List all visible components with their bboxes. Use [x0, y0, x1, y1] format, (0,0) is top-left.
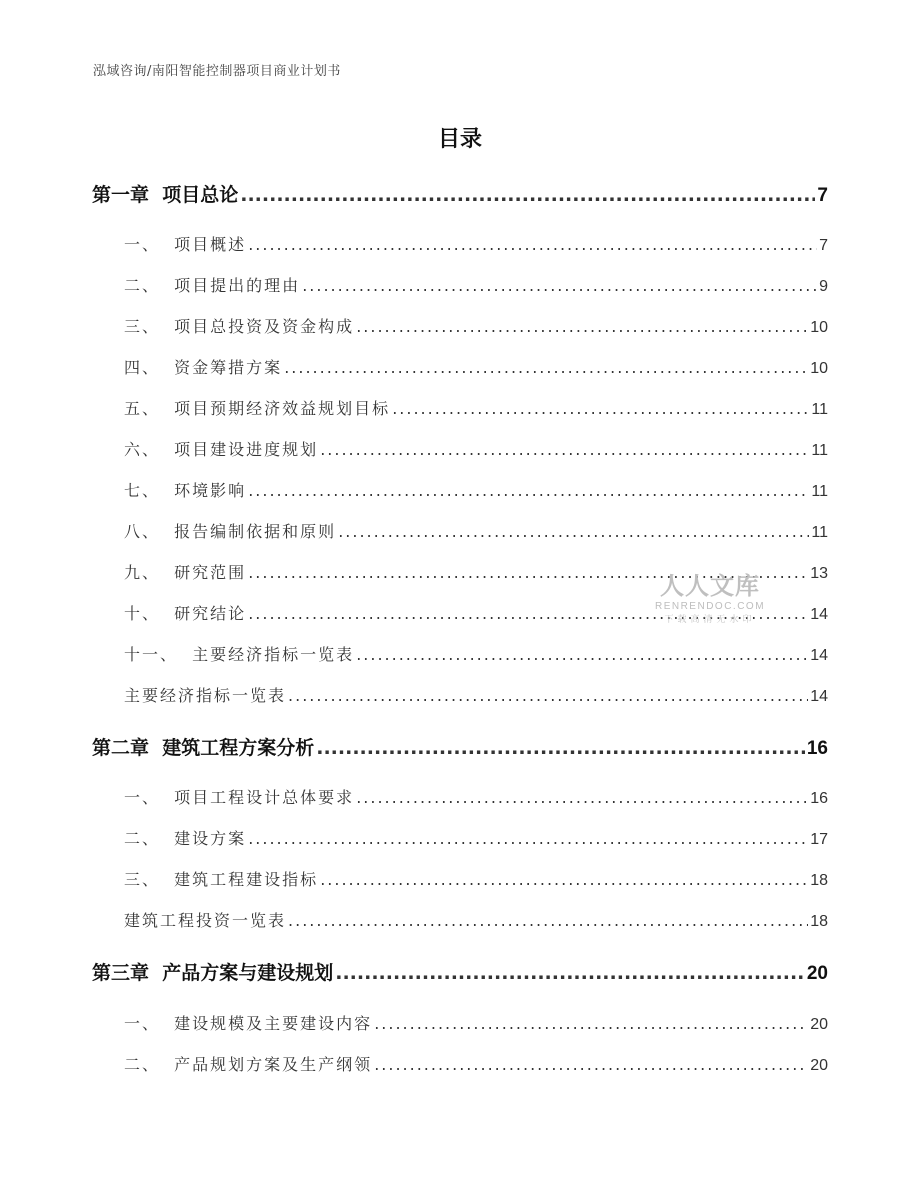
watermark-tagline: 下载高清无水印	[664, 615, 756, 625]
toc-section[interactable]	[0, 232, 920, 262]
toc-label: 第三章 产品方案与建设规划	[92, 962, 334, 984]
toc-section[interactable]	[0, 314, 920, 344]
toc-label: 十、 研究结论	[124, 604, 247, 623]
toc-label: 二、 产品规划方案及生产纲领	[124, 1055, 373, 1074]
toc-page-number: 11	[811, 524, 828, 541]
toc-page-number: 11	[811, 401, 828, 418]
toc-chapter-2[interactable]	[0, 733, 920, 763]
toc-label: 建筑工程投资一览表	[124, 911, 287, 930]
toc-page-number: 7	[817, 185, 828, 206]
toc-label: 二、 项目提出的理由	[124, 276, 301, 295]
toc-label: 主要经济指标一览表	[124, 686, 287, 705]
toc-leader	[374, 1014, 808, 1033]
toc-section[interactable]	[0, 437, 920, 467]
toc-label: 七、 环境影响	[124, 481, 247, 500]
toc-leader	[356, 788, 808, 807]
toc-section[interactable]	[0, 601, 920, 631]
toc-leader	[392, 399, 809, 418]
toc-section[interactable]	[0, 867, 920, 897]
toc-page-number: 20	[806, 963, 828, 984]
toc-section[interactable]	[0, 1011, 920, 1041]
toc-label: 八、 报告编制依据和原则	[124, 522, 337, 541]
toc-page-number: 13	[810, 565, 828, 582]
toc-page-number: 16	[810, 790, 828, 807]
toc-leader	[248, 563, 808, 582]
toc-page-number: 11	[811, 442, 828, 459]
toc-page-number: 20	[810, 1016, 828, 1033]
toc-page-number: 10	[810, 360, 828, 377]
toc-page-number: 16	[806, 738, 828, 759]
page-header: 泓域咨询/南阳智能控制器项目商业计划书	[93, 64, 341, 79]
toc-page-number: 11	[811, 483, 828, 500]
toc-label: 二、 建设方案	[124, 829, 247, 848]
toc-section[interactable]	[0, 478, 920, 508]
toc-label: 第二章 建筑工程方案分析	[92, 737, 315, 759]
toc-leader	[248, 235, 817, 254]
toc-label: 六、 项目建设进度规划	[124, 440, 319, 459]
page-title: 目录	[437, 127, 482, 152]
toc-label: 一、 项目概述	[124, 235, 247, 254]
toc-page-number: 10	[810, 319, 828, 336]
toc-section[interactable]	[0, 519, 920, 549]
toc-section[interactable]	[0, 642, 920, 672]
toc-label: 四、 资金筹措方案	[124, 358, 283, 377]
toc-chapter-1[interactable]	[0, 180, 920, 210]
toc-section[interactable]	[0, 683, 920, 713]
toc-section[interactable]	[0, 1052, 920, 1082]
toc-label: 第一章 项目总论	[92, 184, 239, 206]
toc-leader	[356, 645, 808, 664]
toc-leader	[320, 870, 808, 889]
toc-chapter-3[interactable]	[0, 958, 920, 988]
toc-leader	[356, 317, 808, 336]
toc-page-number: 14	[810, 606, 828, 623]
toc-page-number: 20	[810, 1057, 828, 1074]
toc-section[interactable]	[0, 560, 920, 590]
watermark-logo-text: 人人文库	[660, 572, 760, 600]
toc-leader	[248, 481, 809, 500]
toc-section[interactable]	[0, 355, 920, 385]
watermark-domain: RENRENDOC.COM	[654, 601, 766, 612]
toc-page-number: 14	[810, 688, 828, 705]
toc-page-number: 14	[810, 647, 828, 664]
toc-leader	[374, 1055, 808, 1074]
toc-label: 五、 项目预期经济效益规划目标	[124, 399, 391, 418]
toc-label: 一、 建设规模及主要建设内容	[124, 1014, 373, 1033]
toc-leader	[288, 911, 808, 930]
toc-section[interactable]	[0, 826, 920, 856]
toc-label: 三、 项目总投资及资金构成	[124, 317, 355, 336]
toc-label: 一、 项目工程设计总体要求	[124, 788, 355, 807]
toc-label: 三、 建筑工程建设指标	[124, 870, 319, 889]
toc-leader	[248, 604, 808, 623]
toc-leader	[248, 829, 808, 848]
toc-leader	[302, 276, 817, 295]
toc-leader	[335, 962, 805, 984]
toc-section[interactable]	[0, 785, 920, 815]
toc-page-number: 9	[819, 278, 828, 295]
toc-leader	[240, 184, 815, 206]
toc-page-number: 18	[810, 913, 828, 930]
toc-leader	[320, 440, 809, 459]
toc-leader	[284, 358, 808, 377]
toc-leader	[338, 522, 809, 541]
toc-label: 十一、 主要经济指标一览表	[124, 645, 355, 664]
toc-section[interactable]	[0, 908, 920, 938]
toc-section[interactable]	[0, 396, 920, 426]
toc-page-number: 7	[819, 237, 828, 254]
toc-leader	[288, 686, 808, 705]
toc-leader	[316, 737, 805, 759]
toc-page-number: 17	[810, 831, 828, 848]
toc-section[interactable]	[0, 273, 920, 303]
toc-page-number: 18	[810, 872, 828, 889]
toc-label: 九、 研究范围	[124, 563, 247, 582]
